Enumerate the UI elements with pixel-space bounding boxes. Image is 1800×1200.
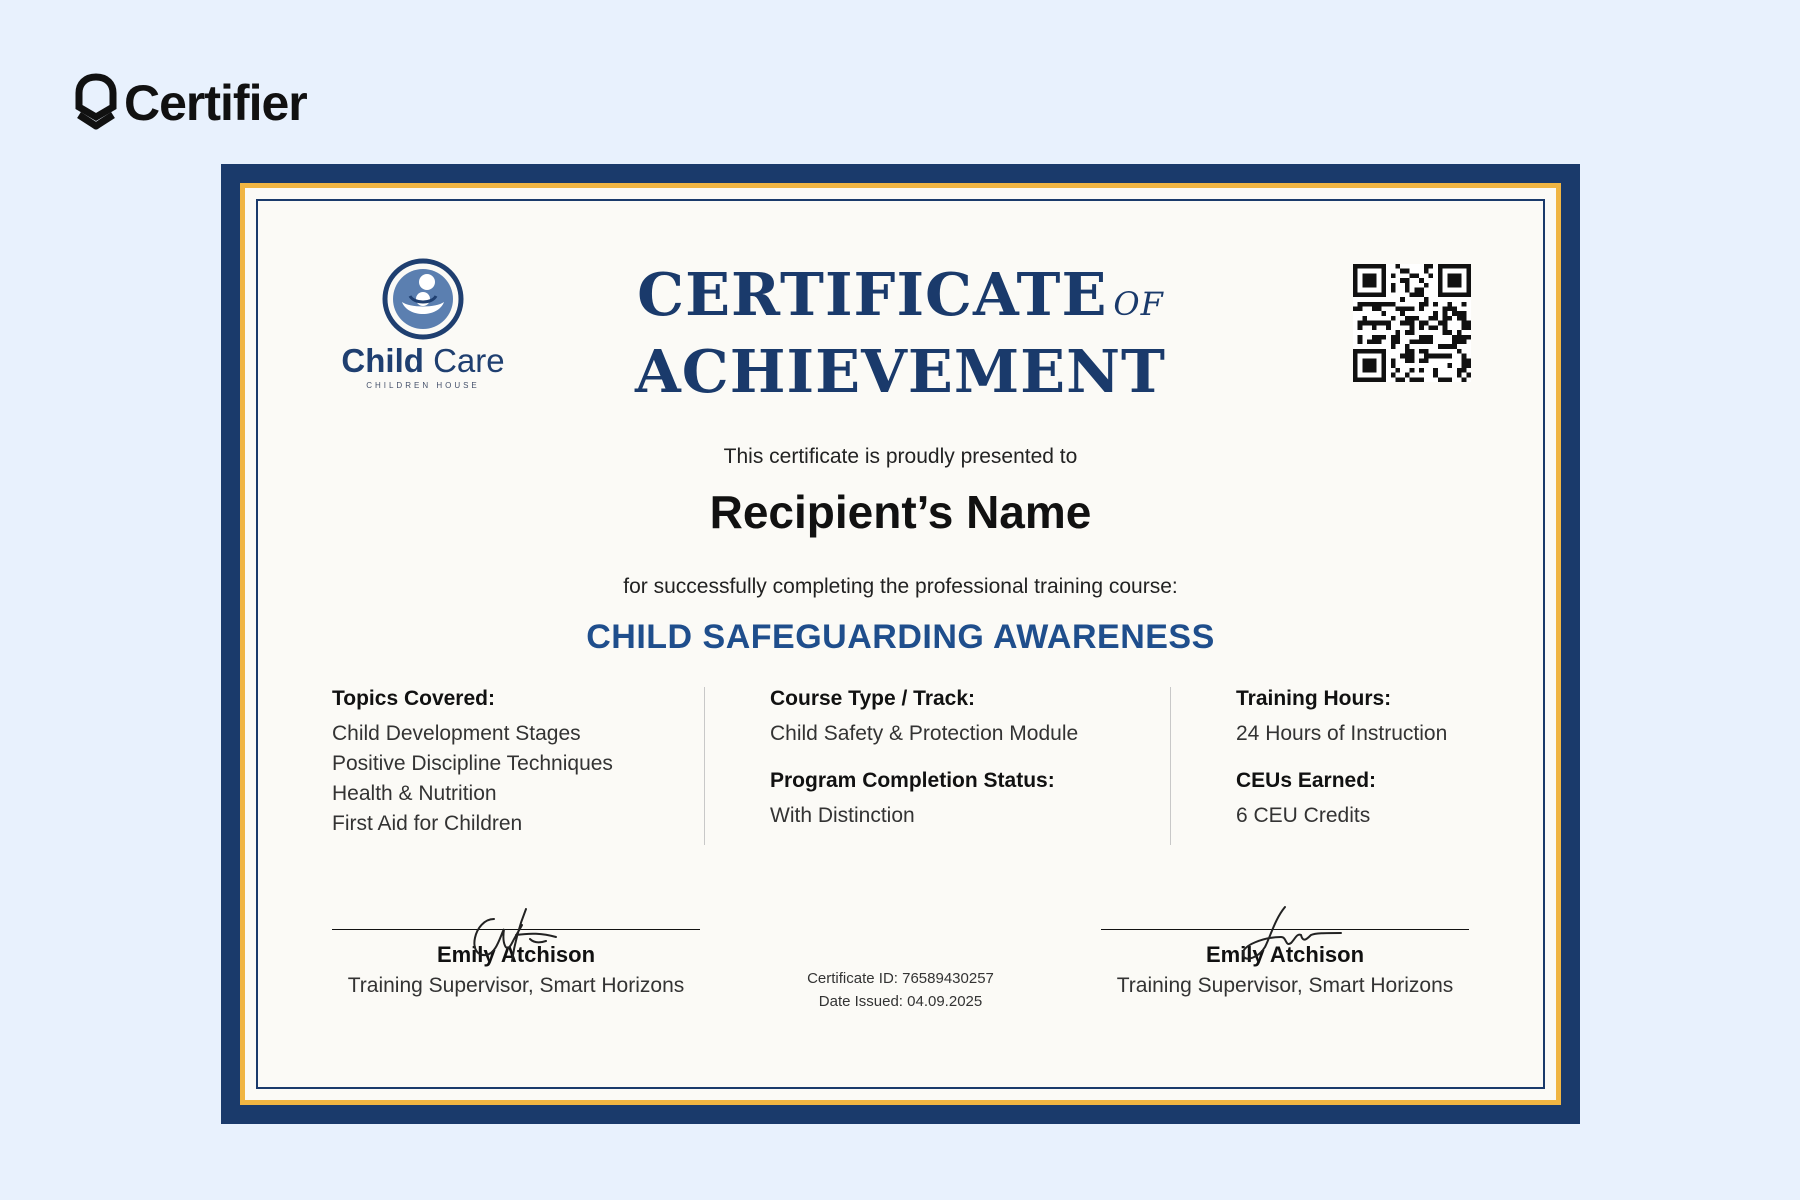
- completion-value: With Distinction: [770, 804, 915, 827]
- course-type-column: [770, 687, 1160, 831]
- certificate-title: [258, 261, 1543, 406]
- hours-value: 24 Hours of Instruction: [1236, 722, 1448, 745]
- org-name: Child Care: [341, 342, 505, 379]
- ceus-label: CEUs Earned:: [1236, 769, 1377, 792]
- course-title: CHILD SAFEGUARDING AWARENESS: [586, 618, 1215, 656]
- hours-label: Training Hours:: [1236, 687, 1392, 710]
- certifier-logo-icon: [75, 73, 117, 133]
- ceus-value: 6 CEU Credits: [1236, 804, 1371, 827]
- certificate: [221, 164, 1580, 1124]
- topic-item: Positive Discipline Techniques: [332, 752, 613, 775]
- recipient-name: Recipient’s Name: [709, 486, 1092, 538]
- certificate-id: Certificate ID: 76589430257: [807, 970, 994, 987]
- course-type-value: Child Safety & Protection Module: [770, 722, 1079, 745]
- topics-column: [332, 687, 682, 839]
- signer-title: Training Supervisor, Smart Horizons: [1116, 974, 1454, 997]
- date-issued: Date Issued: 04.09.2025: [818, 993, 983, 1010]
- signer-title: Training Supervisor, Smart Horizons: [347, 974, 685, 997]
- course-type-label: Course Type / Track:: [770, 687, 976, 710]
- column-divider: [704, 687, 705, 845]
- certificate-gold-border: [240, 183, 1561, 1105]
- topic-item: Child Development Stages: [332, 722, 581, 745]
- completion-label: Program Completion Status:: [770, 769, 1055, 792]
- signature-block-right: [1101, 899, 1469, 998]
- signer-name: Emily Atchison: [1205, 942, 1365, 967]
- column-divider: [1170, 687, 1171, 845]
- brand-header: [75, 73, 307, 133]
- signer-name: Emily Atchison: [436, 942, 596, 967]
- brand-name: Certifier: [124, 75, 307, 131]
- org-subtitle: CHILDREN HOUSE: [366, 381, 480, 390]
- topic-item: Health & Nutrition: [332, 782, 497, 805]
- signature-icon: [1215, 899, 1355, 969]
- qr-code-icon: [1353, 264, 1471, 382]
- title-line1: CERTIFICATE: [637, 260, 1108, 329]
- topic-item: First Aid for Children: [332, 812, 523, 835]
- hours-column: [1236, 687, 1536, 831]
- topics-label: Topics Covered:: [332, 687, 495, 710]
- certificate-inner-frame: [256, 199, 1545, 1089]
- title-line2: ACHIEVEMENT: [635, 337, 1166, 406]
- for-text: for successfully completing the professional training course:: [623, 575, 1178, 598]
- title-of: OF: [1113, 285, 1164, 323]
- signature-icon: [446, 899, 586, 969]
- presented-text: This certificate is proudly presented to: [723, 445, 1078, 468]
- course-details: [332, 687, 1469, 849]
